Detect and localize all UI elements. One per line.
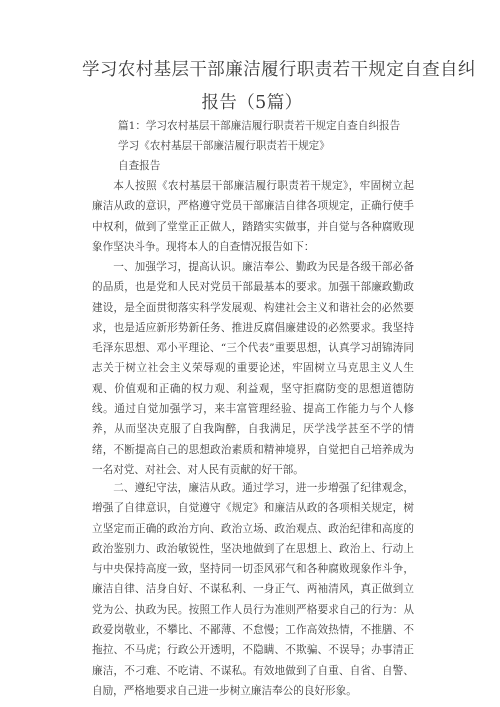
subtitle-line: 学习《农村基层干部廉洁履行职责若干规定》	[118, 140, 330, 152]
body-paragraph: 本人按照《农村基层干部廉洁履行职责若干规定》，牢固树立起廉洁从政的意识，严格遵守党员干部廉洁自律各项规定，正确行使手中权利，做到了堂堂正正做人，踏踏实实做事，并自觉与各种腐败现象作坚决斗争。现将本人的自查情况报告如下：	[92, 180, 414, 253]
subtitle-line: 自查报告	[118, 160, 161, 172]
document-title-line2: 报告（5篇）	[201, 93, 303, 113]
document-title-line1: 学习农村基层干部廉洁履行职责若干规定自查自纠	[82, 60, 476, 80]
section-heading: 篇1：学习农村基层干部廉洁履行职责若干规定自查自纠报告	[118, 120, 401, 132]
body-paragraph: 二、遵纪守法，廉洁从政。通过学习，进一步增强了纪律观念，增强了自律意识，自觉遵守《规定》和廉洁从政的各项相关规定，树立坚定而正确的政治方向、政治立场、政治观点、政治纪律和高度的政治鉴别力、政治敏锐性，坚决地做到了在思想上、政治上、行动上与中央保持高度一致，坚持同一切歪风邪气和各种腐败现象作斗争，廉洁自律、洁身自好、不谋私利、一身正气、两袖清风，真正做到立党为公、执政为民。按照工作人员行为准则严格要求自己的行为：从政爱岗敬业，不攀比、不鄙薄、不怠慢；工作高效热情，不推膳、不拖拉、不马虎；行政公开透明，不隐瞒、不欺骗、不误导；办事清正廉洁，不刁难、不吃请、不谋私。有效地做到了自重、自省、自警、自励，严格地要求自己进一步树立廉洁奉公的良好形象。	[92, 482, 414, 697]
body-paragraph: 一、加强学习，提高认识。廉洁奉公、勤政为民是各级干部必备的品质，也是党和人民对党员干部最基本的要求。加强干部廉政勤政建设，是全面贯彻落实科学发展观、构建社会主义和谐社会的必然要求，也是适应新形势新任务、推进反腐倡廉建设的必然要求。我坚持毛泽东思想、邓小平理论、“三个代表”重要思想，认真学习胡锦涛同志关于树立社会主义荣辱观的重要论述，牢固树立马克思主义人生观、价值观和正确的权力观、利益观，坚守拒腐防变的思想道德防线。通过自觉加强学习，来丰富管理经验、提高工作能力与个人修养，从而坚决克服了自我陶醉，自我满足，厌学浅学甚至不学的情绪，不断提高自己的思想政治素质和精神境界，自觉把自己培养成为一名对党、对社会、对人民有贡献的好干部。	[92, 261, 414, 476]
